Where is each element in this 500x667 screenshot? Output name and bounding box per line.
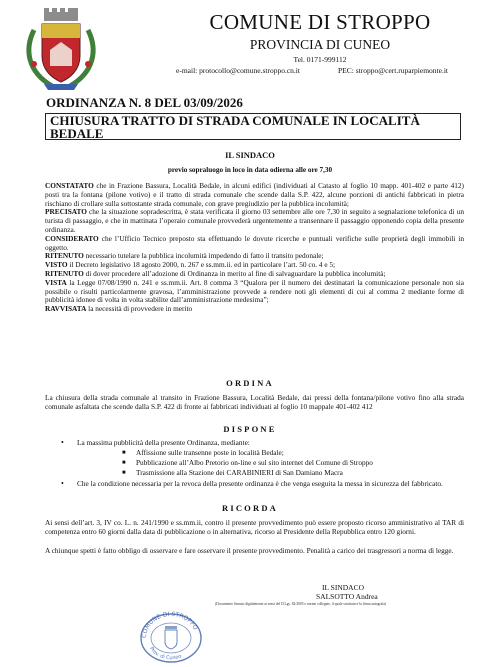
dispone-bullet-2: Che la condizione necessaria per la revoca della presente ordinanza è che venga eseguita la messa in sicurezza del fabbricato. bbox=[77, 479, 443, 488]
ordina-text: La chiusura della strada comunale al transito in Frazione Bassura, Località Bedale, dai pressi della fontana/pilone votivo fino alla strada comunale asfaltata che scende dalla S.P. 422 di fronte ai fabbricati individuati al foglio 10 mappale 401-402 412 bbox=[45, 393, 464, 411]
svg-text:COMUNE DI STROPPO: COMUNE DI STROPPO bbox=[140, 610, 199, 639]
inspection-intro: previo sopraluogo in loco in data odierna alle ore 7,30 bbox=[167, 166, 333, 174]
premise-paragraph: VISTO il Decreto legislativo 18 agosto 2000, n. 267 e ss.mm.ii. ed in particolare l’art. 50 co. 4 e 5; bbox=[45, 260, 336, 270]
digital-signature-note: (Documento firmato digitalmente ai sensi del D.Lgs. 82/2005 e norme collegate, il quale sostituisce la firma autografa) bbox=[215, 602, 387, 606]
premises-block bbox=[45, 182, 464, 314]
square-bullet-icon: ■ bbox=[122, 460, 126, 466]
dispone-sub-item: Affissione sulle transenne poste in località Bedale; bbox=[136, 448, 284, 457]
ordina-heading: ORDINA bbox=[226, 378, 274, 388]
municipal-stamp-icon bbox=[136, 608, 206, 664]
premise-paragraph: RITENUTO necessario tutelare la pubblica incolumità impedendo di fatto il transito pedonale; bbox=[45, 251, 324, 261]
premise-paragraph: RITENUTO di dover procedere all’adozione di Ordinanza in merito al fine di salvaguardare la pubblica incolumità; bbox=[45, 268, 386, 278]
ordinance-subject: CHIUSURA TRATTO DI STRADA COMUNALE IN LOCALITÀ BEDALE bbox=[45, 113, 461, 140]
premise-paragraph: RAVVISATA la necessità di provvedere in merito bbox=[45, 304, 193, 314]
square-bullet-icon: ■ bbox=[122, 450, 126, 456]
ricorda-obligation-text: A chiunque spetti è fatto obbligo di osservare e fare osservare il presente provvedimento. Penalità a carico dei trasgressori a norma di legge. bbox=[45, 546, 454, 555]
email-address: e-mail: protocollo@comune.stroppo.cn.it bbox=[176, 66, 300, 75]
municipality-title: COMUNE DI STROPPO bbox=[209, 10, 431, 34]
signature-name: SALSOTTO Andrea bbox=[316, 592, 378, 601]
signature-role: IL SINDACO bbox=[322, 583, 365, 592]
telephone-number: Tel. 0171-999112 bbox=[293, 55, 347, 64]
dispone-sub-item: Pubblicazione all’Albo Pretorio on-line e sul sito internet del Comune di Stroppo bbox=[136, 458, 373, 467]
square-bullet-icon: ■ bbox=[122, 470, 126, 476]
coat-of-arms-icon bbox=[22, 6, 100, 92]
bullet-icon: • bbox=[61, 479, 64, 488]
premise-paragraph: VISTA la Legge 07/08/1990 n. 241 e ss.mm.ii. Art. 8 comma 3 “Qualora per il numero dei destinatari la comunicazione personale non sia possibile o risulti particolarmente gravosa, l’amministrazione provvede a rendere noti gli elementi di cui al comma 2 mediante forme di pubblicità idonee di volta in volta stabilite dall’amministrazione medesima”; bbox=[45, 277, 464, 305]
svg-text:Prov. di Cuneo: Prov. di Cuneo bbox=[148, 646, 183, 662]
dispone-sub-item: Trasmissione alla Stazione dei CARABINIERI di San Damiano Macra bbox=[136, 468, 343, 477]
ricorda-text: Ai sensi dell’art. 3, IV co. L. n. 241/1990 e ss.mm.ii, contro il presente provvedimento può essere proposto ricorso amministrativo al TAR di competenza entro 60 giorni dalla data di pubblicazione o in alternativa, ricorso al Presidente della Repubblica entro 120 giorni. bbox=[45, 518, 464, 536]
premise-paragraph: PRECISATO che la situazione sopradescritta, è stata verificata il giorno 03 settembre alle ore 7,30 in seguito a segnalazione telefonica di un turista di passaggio, e che in mattinata l’operaio comunale provvederà urgentemente a transennare il passaggio opponendo copia della presente ordinanza. bbox=[45, 207, 464, 234]
premise-paragraph: CONSTATATO che in Frazione Bassura, Località Bedale, in alcuni edifici (individuati al Catasto al foglio 10 mapp. 401-402 e parte 412) posti tra la fontana (pilone votivo) e il tratto di strada comunale che scende dalla S.P. 422, alcune porzioni di antichi fabbricati in pietra rischiano di crollare sulla sottostante strada comunale, con grave pregiudizio per la pubblica incolumità; bbox=[45, 181, 464, 208]
dispone-bullet-1: La massima pubblicità della presente Ordinanza, mediante: bbox=[77, 438, 250, 447]
ordinance-number: ORDINANZA N. 8 DEL 03/09/2026 bbox=[46, 95, 243, 110]
il-sindaco-heading: IL SINDACO bbox=[225, 150, 275, 160]
ricorda-heading: RICORDA bbox=[221, 503, 278, 513]
province-name: PROVINCIA DI CUNEO bbox=[249, 37, 391, 52]
premise-paragraph: CONSIDERATO che l’Ufficio Tecnico preposto sta effettuando le dovute ricerche e puntuali verifiche sulle proprietà degli immobili in oggetto. bbox=[45, 233, 464, 252]
bullet-icon: • bbox=[61, 438, 64, 447]
pec-address: PEC: stroppo@cert.ruparpiemonte.it bbox=[338, 66, 449, 75]
dispone-heading: DISPONE bbox=[223, 424, 277, 434]
